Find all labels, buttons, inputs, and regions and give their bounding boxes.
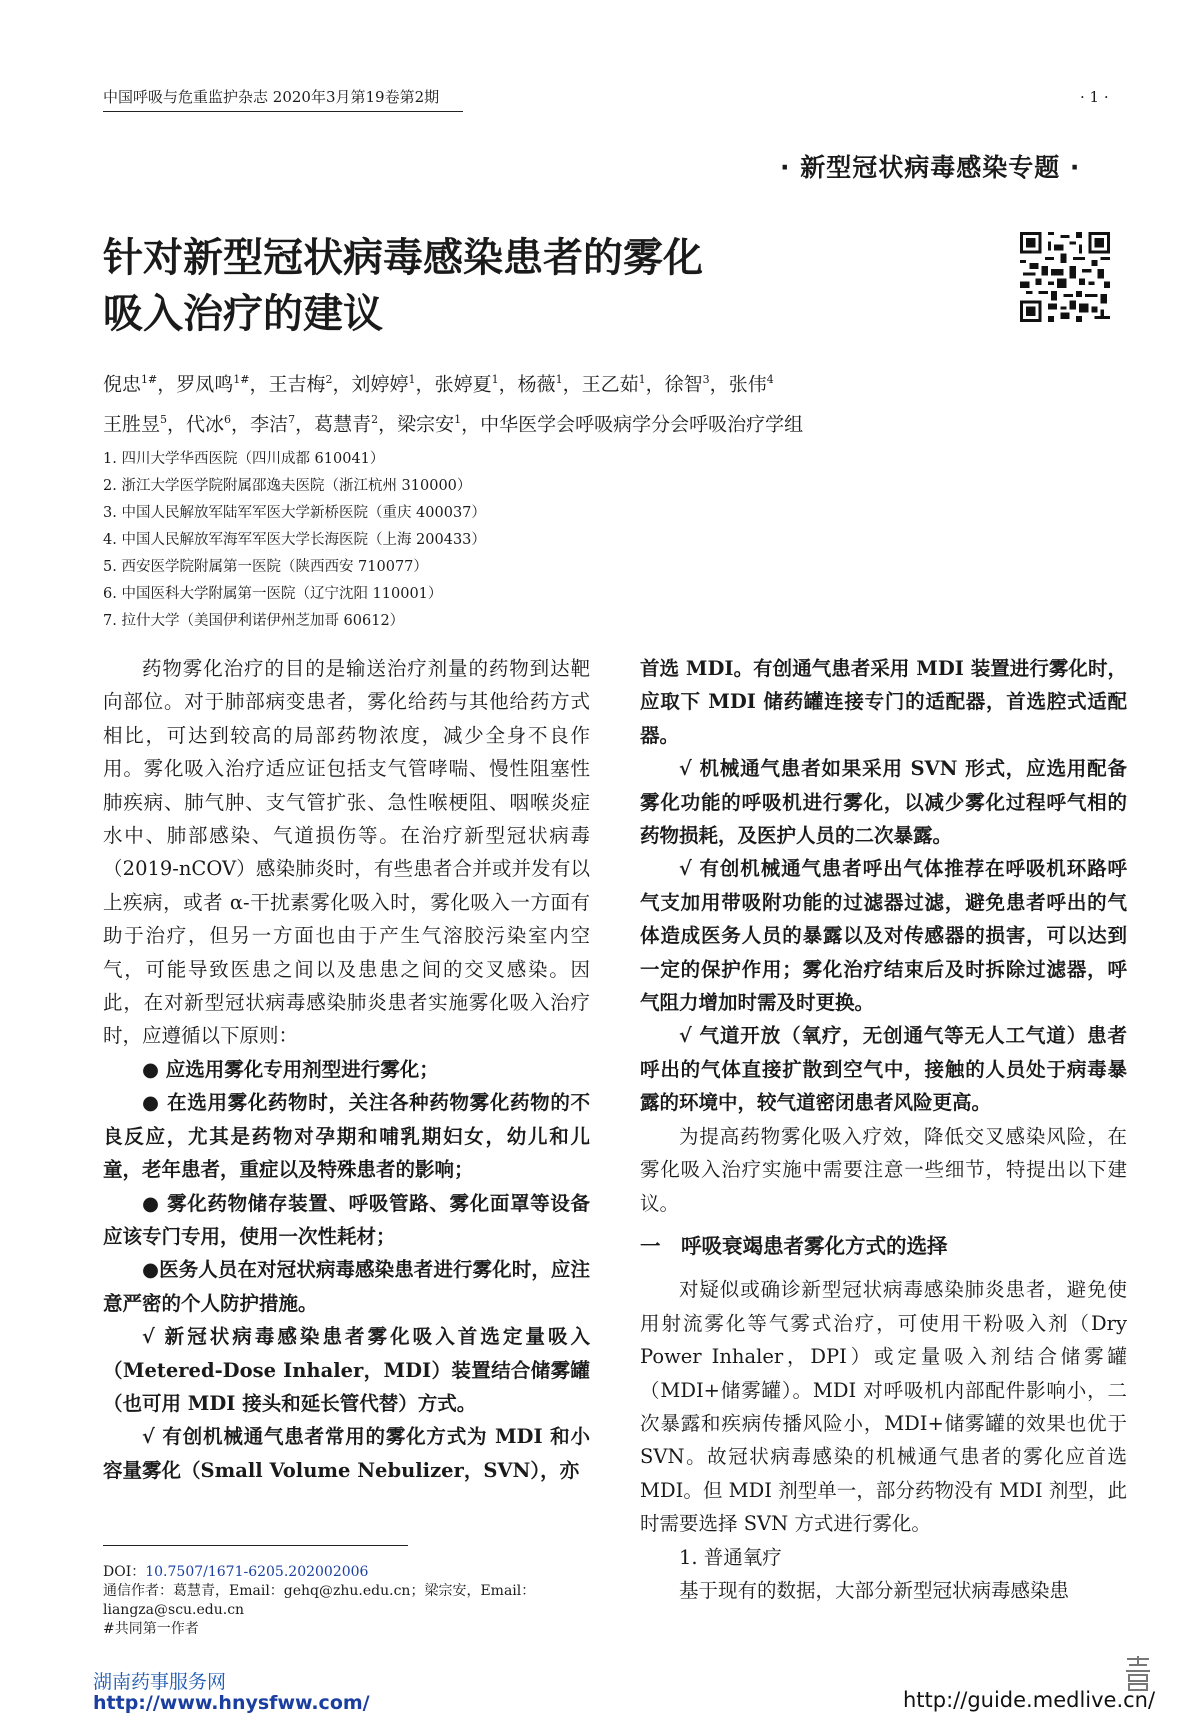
affiliation-item: 6. 中国医科大学附属第一医院（辽宁沈阳 110001） (103, 586, 443, 602)
paragraph: 1. 普通氧疗 (679, 1545, 782, 1569)
author-name: 梁宗安 (397, 413, 455, 436)
author-affiliation-mark: 4 (766, 373, 774, 386)
doi-link[interactable]: 10.7507/1671-6205.202002006 (145, 1564, 369, 1580)
footnote (103, 1563, 593, 1639)
author-name: 倪忠 (103, 373, 142, 396)
author-affiliation-mark: 1 (555, 373, 563, 386)
author-name: 代冰 (186, 413, 225, 436)
paragraph: √ 气道开放（氧疗，无创通气等无人工气道）患者呼出的气体直接扩散到空气中，接触的人员处于病毒暴露的环境中，较气道密闭患者风险更高。 (640, 1024, 1127, 1115)
paragraph: √ 新冠状病毒感染患者雾化吸入首选定量吸入（Metered-Dose Inhaler，MDI）装置结合储雾罐（也可用 MDI 接头和延长管代替）方式。 (103, 1325, 590, 1415)
co-first-author-note: #共同第一作者 (103, 1621, 199, 1637)
paragraph: ● 在选用雾化药物时，关注各种药物雾化药物的不良反应，尤其是药物对孕期和哺乳期妇女，幼儿和儿童，老年患者，重症以及特殊患者的影响； (103, 1091, 590, 1182)
paragraph: √ 机械通气患者如果采用 SVN 形式，应选用配备雾化功能的呼吸机进行雾化，以减少雾化过程呼气相的药物损耗，及医护人员的二次暴露。 (640, 757, 1127, 848)
watermark-site-url[interactable]: http://www.hnysfww.com/ (93, 1692, 370, 1714)
title-line-2: 吸入治疗的建议 (103, 291, 383, 337)
paragraph: 对疑似或确诊新型冠状病毒感染肺炎患者，避免使用射流雾化等气雾式治疗，可使用干粉吸入剂（Dry Power Inhaler，DPI）或定量吸入剂结合储雾罐（MDI+储雾罐）。MDI 对呼吸机内部配件影响小，二次暴露和疾病传播风险小，MDI+储雾罐的效果也优于 SVN。故冠状病毒感染的机械通气患者的雾化应首选 MDI。但 MDI 剂型单一，部分药物没有 MDI 剂型，此时需要选择 SVN 方式进行雾化。 (640, 1278, 1127, 1536)
paragraph: ● 雾化药物储存装置、呼吸管路、雾化面罩等设备应该专门专用，使用一次性耗材； (103, 1191, 590, 1248)
author-line-2: 王胜昱$^5$，代冰$^6$，李洁$^7$，葛慧青$^2$，梁宗安$^1$，中华医学会呼吸病学分会呼吸治疗学组 (103, 413, 804, 436)
author-group: 中华医学会呼吸病学分会呼吸治疗学组 (480, 413, 804, 436)
affiliation-list (103, 446, 486, 635)
author-name: 王胜昱 (103, 413, 161, 436)
paragraph: √ 有创机械通气患者呼出气体推荐在呼吸机环路呼气支加用带吸附功能的过滤器过滤，避免患者呼出的气体造成医务人员的暴露以及对传感器的损害，可以达到一定的保护作用；雾化治疗结束后及时拆除过滤器，呼气阻力增加时需及时更换。 (640, 857, 1127, 1015)
author-affiliation-mark: 2 (325, 373, 333, 386)
author-name: 李洁 (250, 413, 289, 436)
author-affiliation-mark: 7 (288, 413, 296, 427)
body-right-column (640, 652, 1127, 1607)
paragraph: 为提高药物雾化吸入疗效，降低交叉感染风险，在雾化吸入治疗实施中需要注意一些细节，特提出以下建议。 (640, 1124, 1127, 1215)
paragraph: ●医务人员在对冠状病毒感染患者进行雾化时，应注意严密的个人防护措施。 (103, 1258, 590, 1315)
special-topic-label: · 新型冠状病毒感染专题 · (780, 153, 1081, 182)
affiliation-item: 1. 四川大学华西医院（四川成都 610041） (103, 451, 385, 467)
title-line-1: 针对新型冠状病毒感染患者的雾化 (103, 235, 703, 281)
affiliation-item: 2. 浙江大学医学院附属邵逸夫医院（浙江杭州 310000） (103, 478, 472, 494)
page-number: · 1 · (1080, 88, 1109, 106)
watermark-medlive-url[interactable]: http://guide.medlive.cn/ (903, 1688, 1156, 1712)
header-rule (103, 111, 463, 112)
affiliation-item: 5. 西安医学院附属第一医院（陕西西安 710077） (103, 559, 428, 575)
author-name: 张伟 (728, 373, 767, 396)
author-affiliation-mark: 2 (371, 413, 379, 427)
body-left-column (103, 652, 590, 1487)
paragraph: 药物雾化治疗的目的是输送治疗剂量的药物到达靶向部位。对于肺部病变患者，雾化给药与其他给药方式相比，可达到较高的局部药物浓度，减少全身不良作用。雾化吸入治疗适应证包括支气管哮喘、慢性阻塞性肺疾病、肺气肿、支气管扩张、急性喉梗阻、咽喉炎症水中、肺部感染、气道损伤等。在治疗新型冠状病毒（2019-nCOV）感染肺炎时，有些患者合并或并发有以上疾病，或者 α-干扰素雾化吸入时，雾化吸入一方面有助于治疗，但另一方面也由于产生气溶胶污染室内空气，可能导致医患之间以及患患之间的交叉感染。因此，在对新型冠状病毒感染肺炎患者实施雾化吸入治疗时，应遵循以下原则： (103, 657, 590, 1048)
affiliation-item: 4. 中国人民解放军海军军医大学长海医院（上海 200433） (103, 532, 486, 548)
paragraph: 首选 MDI。有创通气患者采用 MDI 装置进行雾化时，应取下 MDI 储药罐连接专门的适配器，首选腔式适配器。 (640, 657, 1127, 747)
affiliation-item: 7. 拉什大学（美国伊利诺伊州芝加哥 60612） (103, 613, 405, 629)
author-affiliation-mark: 1 (491, 373, 499, 386)
section-heading: 一 呼吸衰竭患者雾化方式的选择 (640, 1233, 948, 1258)
qr-code-icon[interactable] (1020, 232, 1110, 322)
author-name: 王吉梅 (268, 373, 326, 396)
author-name: 罗凤鸣 (176, 373, 234, 396)
medlive-logo-icon (1123, 1655, 1153, 1693)
author-affiliation-mark: 1# (141, 373, 158, 386)
doi-label: DOI： (103, 1564, 146, 1580)
author-affiliation-mark: 1# (233, 373, 250, 386)
author-affiliation-mark: 5 (160, 413, 168, 427)
author-name: 张婷夏 (434, 373, 492, 396)
author-name: 葛慧青 (314, 413, 372, 436)
affiliation-item: 3. 中国人民解放军陆军军医大学新桥医院（重庆 400037） (103, 505, 486, 521)
correspondence-note: 通信作者：葛慧青，Email：gehq@zhu.edu.cn；梁宗安，Email：liangza@scu.edu.cn (103, 1583, 536, 1618)
journal-header: 中国呼吸与危重监护杂志 2020年3月第19卷第2期 (103, 88, 440, 106)
right-column-part-b (640, 1273, 1127, 1607)
article-title (103, 230, 823, 342)
author-affiliation-mark: 1 (454, 413, 462, 427)
paragraph: √ 有创机械通气患者常用的雾化方式为 MDI 和小容量雾化（Small Volume Nebulizer，SVN），亦 (103, 1425, 590, 1482)
author-affiliation-mark: 1 (408, 373, 416, 386)
footnote-rule (103, 1545, 408, 1546)
author-name: 王乙茹 (581, 373, 639, 396)
watermark-site-name: 湖南药事服务网 (93, 1671, 227, 1693)
paragraph: 基于现有的数据，大部分新型冠状病毒感染患 (679, 1578, 1070, 1602)
author-name: 杨薇 (517, 373, 556, 396)
author-affiliation-mark: 1 (638, 373, 646, 386)
paragraph: ● 应选用雾化专用剂型进行雾化； (142, 1057, 439, 1081)
right-column-part-a (640, 652, 1127, 1220)
author-line-1: 倪忠$^{1\#}$，罗凤鸣$^{1\#}$，王吉梅$^2$，刘婷婷$^1$，张婷夏$^1$，杨薇$^1$，王乙茹$^1$，徐智$^3$，张伟$^4$ (103, 373, 774, 396)
author-name: 徐智 (664, 373, 703, 396)
author-affiliation-mark: 3 (702, 373, 710, 386)
author-affiliation-mark: 6 (224, 413, 232, 427)
author-list (103, 362, 1103, 443)
author-name: 刘婷婷 (351, 373, 409, 396)
